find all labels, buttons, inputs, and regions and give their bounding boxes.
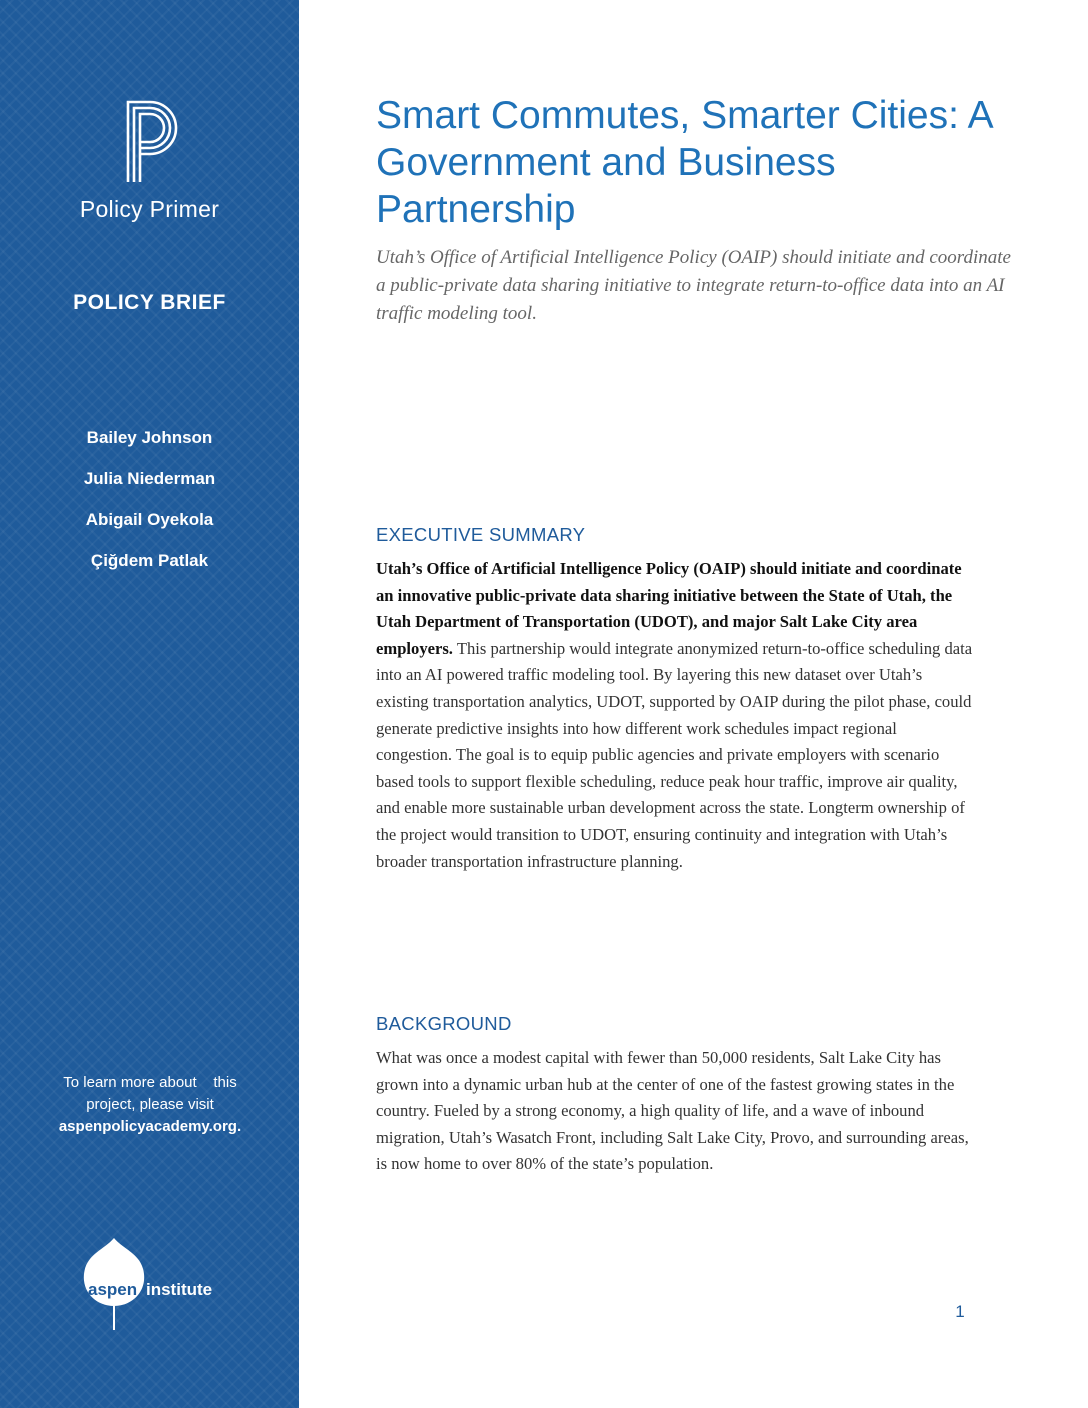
author-name: Bailey Johnson bbox=[86, 428, 213, 447]
executive-summary-lead: Utah’s Office of Artificial Intelligence Policy (OAIP) should initiate and coordinate an innovative public-private data sharing initiative between the State of Utah, the Utah Department of Transportation (UDOT), and major Salt Lake City area employers. bbox=[376, 559, 962, 658]
executive-summary-heading: EXECUTIVE SUMMARY bbox=[376, 524, 586, 545]
author-name: Çiğdem Patlak bbox=[90, 551, 209, 570]
policy-brief-label: POLICY BRIEF bbox=[73, 291, 226, 314]
page-number: 1 bbox=[955, 1302, 965, 1321]
policy-primer-label: Policy Primer bbox=[79, 196, 220, 222]
author-name: Abigail Oyekola bbox=[85, 510, 214, 529]
author-name: Julia Niederman bbox=[83, 469, 216, 488]
policy-primer-logo-icon bbox=[120, 96, 182, 184]
background-heading: BACKGROUND bbox=[376, 1013, 512, 1034]
document-title: Smart Commutes, Smarter Cities: A Government and Business Partnership bbox=[376, 94, 992, 231]
learn-more-note bbox=[20, 1072, 280, 1138]
academy-link[interactable]: aspenpolicyacademy.org. bbox=[58, 1118, 242, 1135]
executive-summary-body: This partnership would integrate anonymized return-to-office scheduling data into an AI powered traffic modeling tool. By layering this new dataset over Utah’s existing transportation analytics, UDOT, supported by OAIP during the pilot phase, could generate predictive insights into how different work schedules impact regional congestion. The goal is to equip public agencies and private employers with scenario based tools to support flexible scheduling, reduce peak hour traffic, improve air quality, and enable more sustainable urban development across the state. Longterm ownership of the project would transition to UDOT, ensuring continuity and integration with Utah’s broader transportation infrastructure planning. bbox=[376, 638, 973, 871]
logo-text-institute: institute bbox=[146, 1280, 213, 1299]
background-paragraph: What was once a modest capital with fewer than 50,000 residents, Salt Lake City has grown into a dynamic urban hub at the center of one of the fastest growing states in the country. Fueled by a strong economy, a high quality of life, and a wave of inbound migration, Utah’s Wasatch Front, including Salt Lake City, Provo, and surrounding areas, is now home to over 80% of the state’s population. bbox=[376, 1048, 969, 1174]
learn-more-line-2: project, please visit bbox=[86, 1096, 214, 1113]
document-subtitle: Utah’s Office of Artificial Intelligence Policy (OAIP) should initiate and coordinate a public-private data sharing initiative to integrate return-to-office data into an AI traffic modeling tool. bbox=[376, 247, 1011, 324]
learn-more-line-1: To learn more about this bbox=[63, 1074, 237, 1091]
author-list bbox=[0, 426, 299, 590]
aspen-institute-logo bbox=[68, 1236, 228, 1332]
logo-text-aspen: aspen bbox=[88, 1280, 138, 1299]
executive-summary-paragraph bbox=[376, 556, 976, 875]
sidebar bbox=[0, 0, 299, 1408]
